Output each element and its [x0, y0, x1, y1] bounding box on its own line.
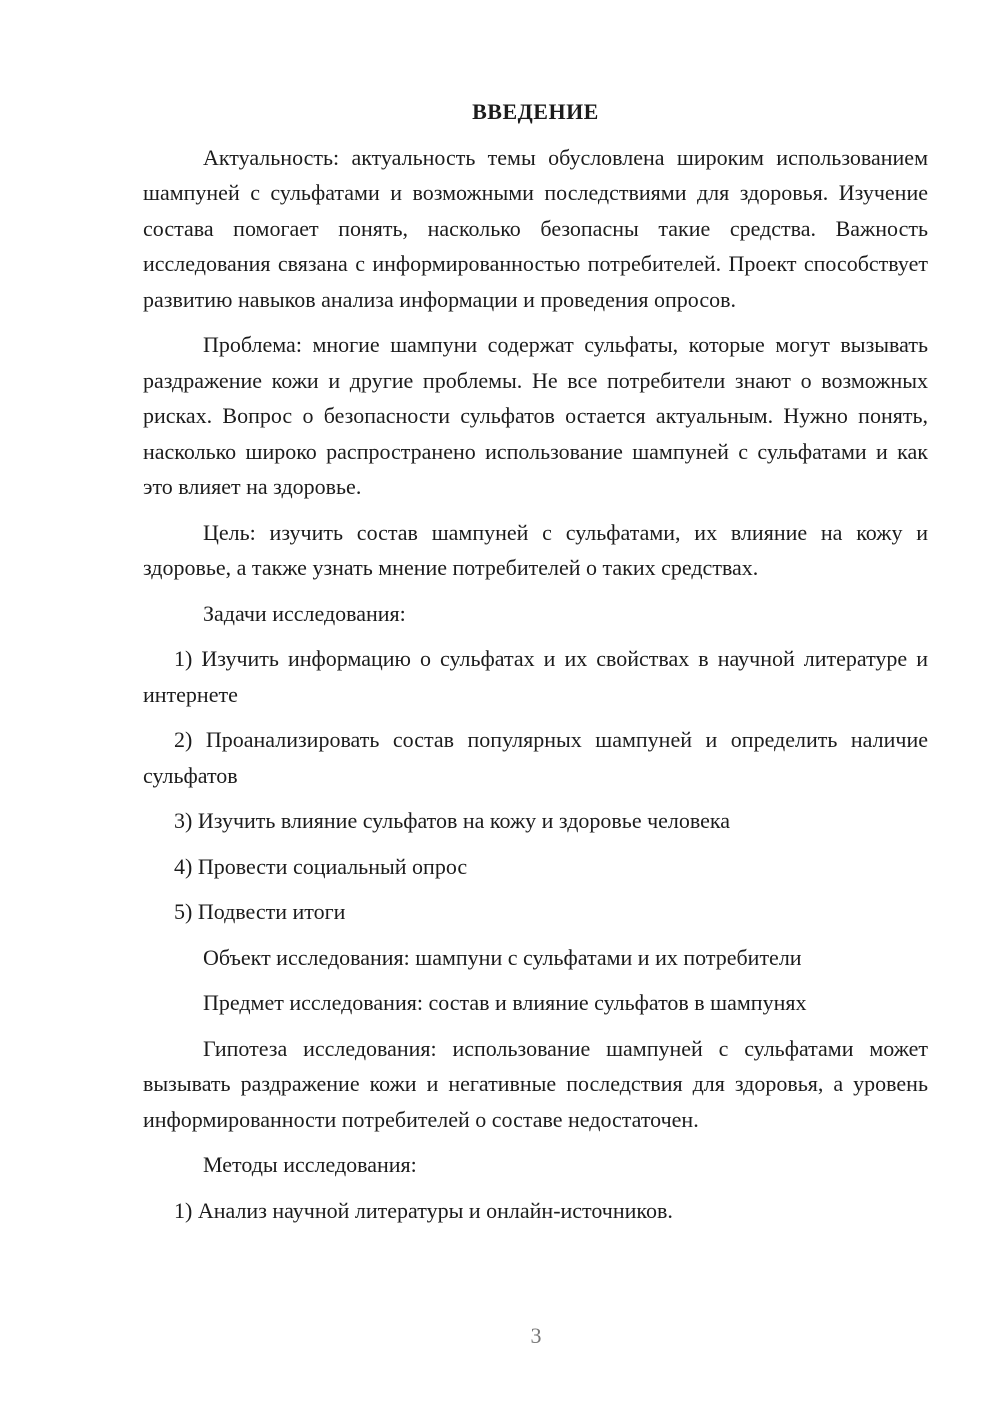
object-line: Объект исследования: шампуни с сульфатами и их потребители	[203, 944, 802, 970]
page-content	[143, 94, 928, 1228]
relevance-paragraph: Актуальность: актуальность темы обусловлена широким использованием шампуней с сульфатами и возможными последствиями для здоровья. Изучение состава помогает понять, насколько безопасны такие средства. Важность исследования связана с информированностью потребителей. Проект способствует развитию навыков анализа информации и проведения опросов.	[143, 144, 928, 312]
problem-paragraph: Проблема: многие шампуни содержат сульфаты, которые могут вызывать раздражение кожи и другие проблемы. Не все потребители знают о возможных рисках. Вопрос о безопасности сульфатов остается актуальным. Нужно понять, насколько широко распространено использование шампуней с сульфатами и как это влияет на здоровье.	[143, 332, 928, 499]
page-number: 3	[530, 1323, 542, 1348]
section-title: ВВЕДЕНИЕ	[472, 99, 599, 124]
task-item: 1) Изучить информацию о сульфатах и их свойствах в научной литературе и интернете	[143, 646, 928, 707]
goal-paragraph: Цель: изучить состав шампуней с сульфатами, их влияние на кожу и здоровье, а также узнать мнение потребителей о таких средствах.	[143, 519, 928, 580]
tasks-heading: Задачи исследования:	[203, 600, 406, 626]
task-item: 3) Изучить влияние сульфатов на кожу и здоровье человека	[174, 808, 731, 833]
subject-line: Предмет исследования: состав и влияние сульфатов в шампунях	[203, 990, 807, 1015]
method-item: 1) Анализ научной литературы и онлайн-источников.	[174, 1197, 673, 1223]
hypothesis-paragraph: Гипотеза исследования: использование шампуней с сульфатами может вызывать раздражение кожи и негативные последствия для здоровья, а уровень информированности потребителей о составе недостаточен.	[143, 1035, 928, 1132]
task-item: 2) Проанализировать состав популярных шампуней и определить наличие сульфатов	[143, 727, 928, 788]
task-item: 4) Провести социальный опрос	[174, 853, 468, 879]
task-item: 5) Подвести итоги	[174, 899, 346, 924]
methods-heading: Методы исследования:	[203, 1152, 417, 1177]
